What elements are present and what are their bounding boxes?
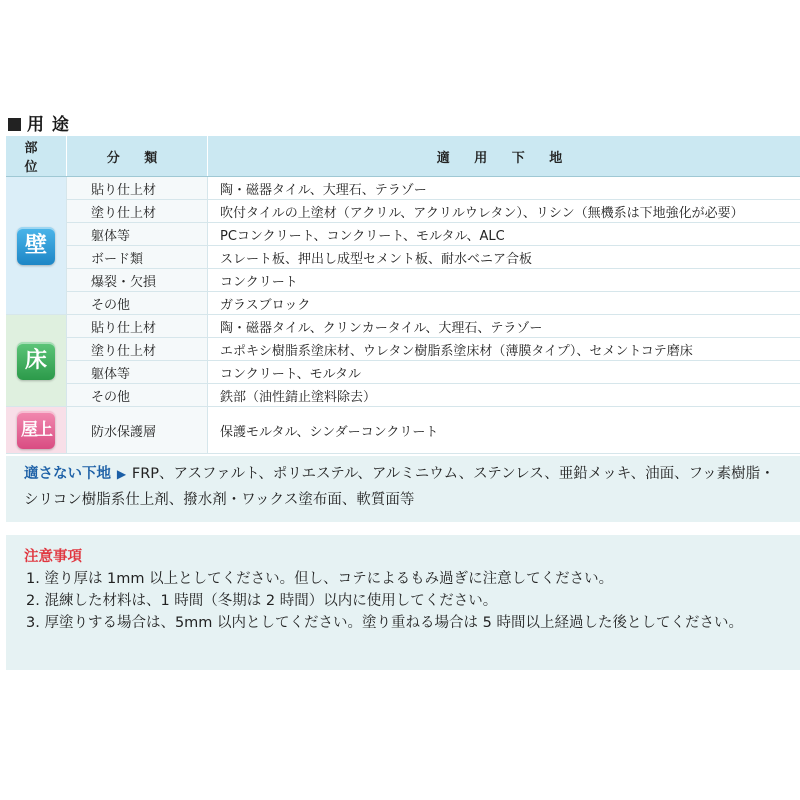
- substrate-cell: 陶・磁器タイル、大理石、テラゾー: [208, 177, 800, 200]
- category-cell: 爆裂・欠損: [67, 269, 208, 292]
- header-category: 分 類: [67, 136, 208, 177]
- header-part: 部 位: [6, 136, 67, 177]
- notes-box: [6, 535, 800, 670]
- wall-badge: 壁: [17, 227, 55, 265]
- triangle-right-icon: ▶: [113, 467, 130, 481]
- substrate-cell: 鉄部（油性錆止塗料除去）: [208, 384, 800, 407]
- note-item: 3. 厚塗りする場合は、5mm 以内としてください。塗り重ねる場合は 5 時間以上経過した後としてください。: [26, 615, 743, 631]
- substrate-cell: エポキシ樹脂系塗床材、ウレタン樹脂系塗床材（薄膜タイプ）、セメントコテ磨床: [208, 338, 800, 361]
- table-row: [6, 246, 800, 269]
- part-cell-wall: [6, 177, 67, 315]
- table-row: [6, 361, 800, 384]
- substrate-cell: スレート板、押出し成型セメント板、耐水ベニア合板: [208, 246, 800, 269]
- category-cell: 躯体等: [67, 361, 208, 384]
- table-row: [6, 292, 800, 315]
- table-row: [6, 269, 800, 292]
- unsuitable-substrates-box: [6, 456, 800, 522]
- substrate-cell: コンクリート: [208, 269, 800, 292]
- floor-badge: 床: [17, 342, 55, 380]
- header-substrate: 適 用 下 地: [208, 136, 800, 177]
- note-item: 1. 塗り厚は 1mm 以上としてください。但し、コテによるもみ過ぎに注意してください。: [26, 571, 614, 587]
- table-row: [6, 384, 800, 407]
- unsuitable-text-2: シリコン樹脂系仕上剤、撥水剤・ワックス塗布面、軟質面等: [24, 492, 415, 508]
- roof-badge: 屋上: [17, 411, 55, 449]
- category-cell: 貼り仕上材: [67, 177, 208, 200]
- category-cell: その他: [67, 292, 208, 315]
- table-row: [6, 223, 800, 246]
- unsuitable-line-1: [24, 461, 800, 487]
- substrate-cell: 保護モルタル、シンダーコンクリート: [208, 407, 800, 454]
- table-row: [6, 200, 800, 223]
- part-cell-floor: [6, 315, 67, 407]
- substrate-cell: ガラスブロック: [208, 292, 800, 315]
- usage-table: [6, 136, 800, 454]
- category-cell: 貼り仕上材: [67, 315, 208, 338]
- category-cell: 防水保護層: [67, 407, 208, 454]
- square-bullet-icon: [8, 118, 21, 131]
- category-cell: 塗り仕上材: [67, 338, 208, 361]
- substrate-cell: 陶・磁器タイル、クリンカータイル、大理石、テラゾー: [208, 315, 800, 338]
- table-row: [6, 177, 800, 200]
- substrate-cell: コンクリート、モルタル: [208, 361, 800, 384]
- table-row: [6, 338, 800, 361]
- table-header-row: [6, 136, 800, 177]
- category-cell: ボード類: [67, 246, 208, 269]
- notes-title: 注意事項: [24, 549, 82, 565]
- unsuitable-text-1: FRP、アスファルト、ポリエステル、アルミニウム、ステンレス、亜鉛メッキ、油面、フッ素樹脂・: [131, 466, 775, 482]
- category-cell: その他: [67, 384, 208, 407]
- substrate-cell: PCコンクリート、コンクリート、モルタル、ALC: [208, 223, 800, 246]
- unsuitable-label: 適さない下地: [24, 466, 111, 482]
- table-row: [6, 407, 800, 454]
- section-title: 用 途: [8, 110, 70, 135]
- note-item: 2. 混練した材料は、1 時間（冬期は 2 時間）以内に使用してください。: [26, 593, 498, 609]
- substrate-cell: 吹付タイルの上塗材（アクリル、アクリルウレタン）、リシン（無機系は下地強化が必要）: [208, 200, 800, 223]
- category-cell: 塗り仕上材: [67, 200, 208, 223]
- category-cell: 躯体等: [67, 223, 208, 246]
- part-cell-roof: [6, 407, 67, 454]
- table-row: [6, 315, 800, 338]
